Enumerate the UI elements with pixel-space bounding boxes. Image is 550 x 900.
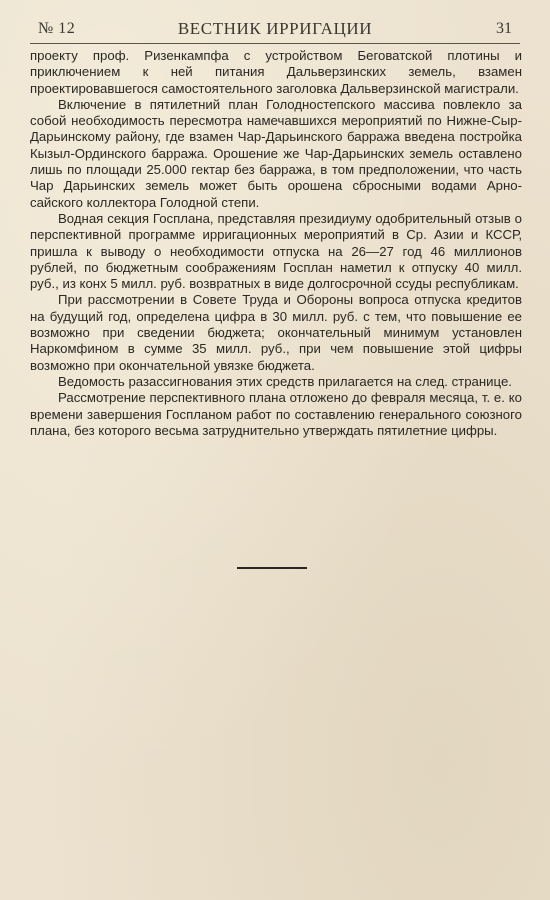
paragraph: Рассмотрение перспективного плана отложено до февраля месяца, т. е. ко времени завершения Госпланом работ по составлению генерального союзного плана, без которого весьма затруднительно утверждать пятилетние цифры.	[30, 390, 522, 438]
journal-title: ВЕСТНИК ИРРИГАЦИИ	[177, 19, 373, 38]
page-number: 31	[496, 20, 512, 37]
issue-number: № 12	[38, 20, 76, 37]
running-header	[0, 14, 550, 42]
paragraph: При рассмотрении в Совете Труда и Обороны вопроса отпуска кредитов на будущий год, определена цифра в 30 милл. руб. с тем, что повышение ее возможно при сведении бюджета; окончательный минимум установлен Наркомфином в сумме 35 милл. руб., при чем повышение этой цифры возможно при окончательной увязке бюджета.	[30, 292, 522, 373]
paragraph: Ведомость разассигнования этих средств прилагается на след. странице.	[58, 373, 512, 389]
paragraph: Водная секция Госплана, представляя президиуму одобрительный отзыв о перспективной программе ирригационных мероприятий в Ср. Азии и КССР, пришла к выводу о необходимости отпуска на 26—27 год 46 миллионов рублей, по бюджетным соображениям Госплан наметил к отпуску 40 милл. руб., из конх 5 милл. руб. возвратных в виде долгосрочной ссуды республикам.	[30, 210, 522, 292]
paragraph: Включение в пятилетний план Голодностепского массива повлекло за собой необходимость пересмотра намечавшихся мероприятий по Нижне-Сыр-Дарьинскому району, где взамен Чар-Дарьинского барража введена постройка Кызыл-Ординского барража. Орошение же Чар-Дарьинских земель оставлено лишь по площади 25.000 гектар без барража, в том предположении, что часть Чар Дарьинских земель может быть орошена сбросными водами Арно-сайского коллектора Голодной степи.	[30, 96, 522, 210]
article-body	[30, 48, 522, 439]
paragraph-continuation: проекту проф. Ризенкампфа с устройством Беговатской плотины и приключением к ней питания Дальверзинских земель, взамен проектировавшегося самостоятельного заголовка Дальверзинской магистрали.	[30, 48, 522, 96]
header-rule	[30, 43, 520, 44]
end-of-article-rule	[237, 567, 307, 569]
